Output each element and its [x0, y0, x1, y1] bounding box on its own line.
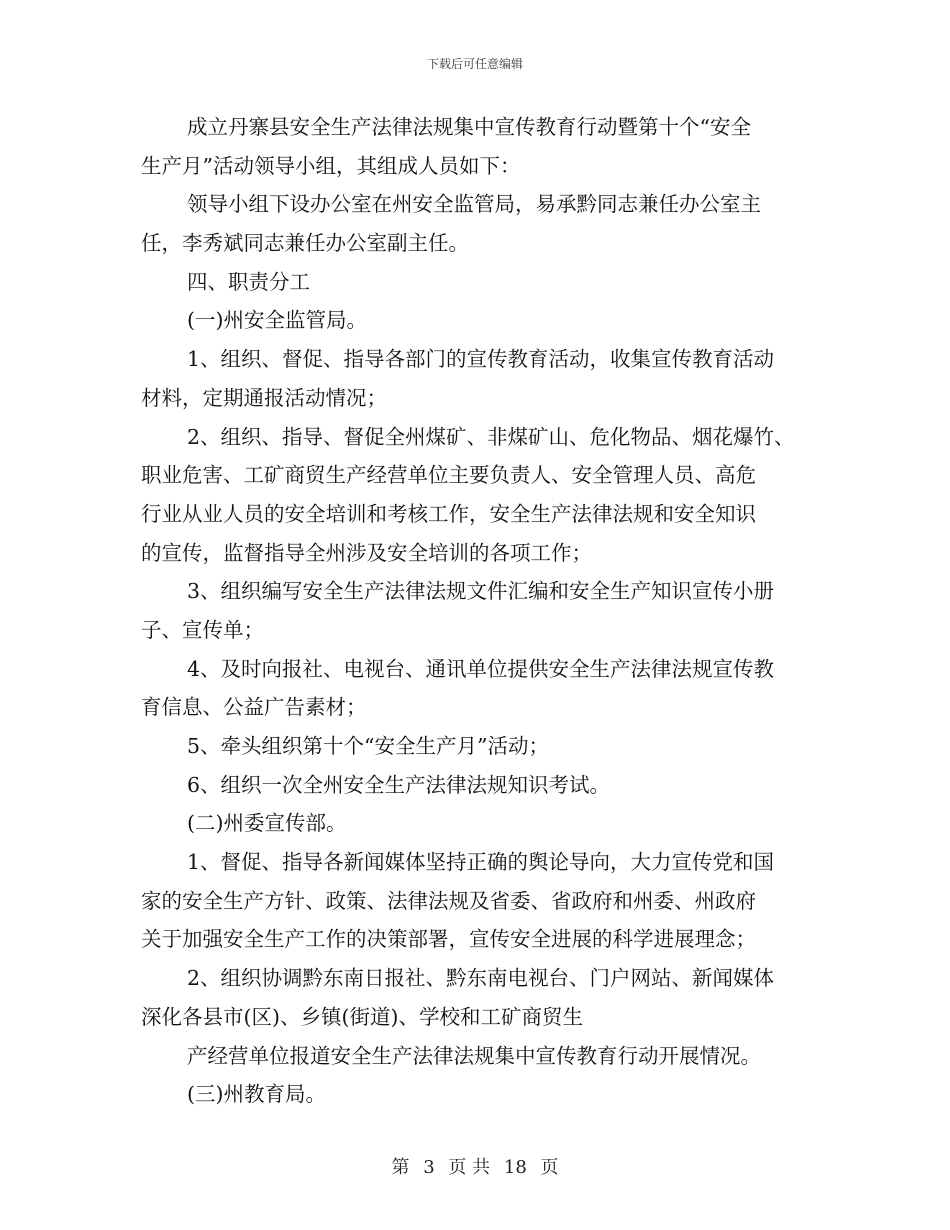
page-footer — [0, 1153, 950, 1179]
text-line: 深化各县市(区)、乡镇(街道)、学校和工矿商贸生 — [141, 1004, 583, 1029]
footer-middle: 页 共 — [448, 1157, 491, 1178]
text-line: 关于加强安全生产工作的决策部署，宣传安全进展的科学进展理念； — [141, 927, 756, 952]
text-line: 四、职责分工 — [187, 269, 310, 294]
text-line: 任，李秀斌同志兼任办公室副主任。 — [141, 231, 469, 256]
text-line: 育信息、公益广告素材； — [141, 695, 367, 720]
text-line: 领导小组下设办公室在州安全监管局，易承黔同志兼任办公室主 — [187, 192, 761, 217]
text-line: (三)州教育局。 — [187, 1082, 326, 1107]
text-line: 产经营单位报道安全生产法律法规集中宣传教育行动开展情况。 — [187, 1043, 761, 1068]
text-line: 1、组织、督促、指导各部门的宣传教育活动，收集宣传教育活动 — [187, 347, 775, 372]
header-note: 下载后可任意编辑 — [426, 57, 523, 71]
text-line: 成立丹寨县安全生产法律法规集中宣传教育行动暨第十个“安全 — [187, 115, 751, 139]
text-line: 1、督促、指导各新闻媒体坚持正确的舆论导向，大力宣传党和国 — [187, 850, 775, 875]
text-line: 子、宣传单； — [141, 617, 264, 642]
text-line: 3、组织编写安全生产法律法规文件汇编和安全生产知识宣传小册 — [187, 579, 775, 604]
text-line: 家的安全生产方针、政策、法律法规及省委、省政府和州委、州政府 — [141, 888, 756, 913]
text-line: 职业危害、工矿商贸生产经营单位主要负责人、安全管理人员、高危 — [141, 463, 756, 488]
footer-suffix: 页 — [540, 1157, 559, 1178]
text-line: 5、牵头组织第十个“安全生产月”活动； — [187, 734, 550, 758]
text-line: (一)州安全监管局。 — [187, 308, 367, 333]
current-page-number: 3 — [423, 1157, 435, 1178]
text-line: 2、组织、指导、督促全州煤矿、非煤矿山、危化物品、烟花爆竹、 — [187, 424, 795, 449]
document-body — [141, 108, 831, 1114]
text-line: 材料，定期通报活动情况； — [141, 385, 387, 410]
text-line: 2、组织协调黔东南日报社、黔东南电视台、门户网站、新闻媒体 — [187, 966, 775, 991]
text-line: (二)州委宣传部。 — [187, 811, 347, 836]
footer-prefix: 第 — [391, 1157, 410, 1178]
total-page-count: 18 — [503, 1157, 527, 1178]
text-line: 的宣传，监督指导全州涉及安全培训的各项工作； — [141, 540, 592, 565]
text-line: 6、组织一次全州安全生产法律法规知识考试。 — [187, 772, 611, 797]
text-line: 行业从业人员的安全培训和考核工作，安全生产法律法规和安全知识 — [141, 501, 756, 526]
text-line: 4、及时向报社、电视台、通讯单位提供安全生产法律法规宣传教 — [187, 656, 775, 681]
text-line: 生产月”活动领导小组，其组成人员如下： — [141, 153, 521, 178]
